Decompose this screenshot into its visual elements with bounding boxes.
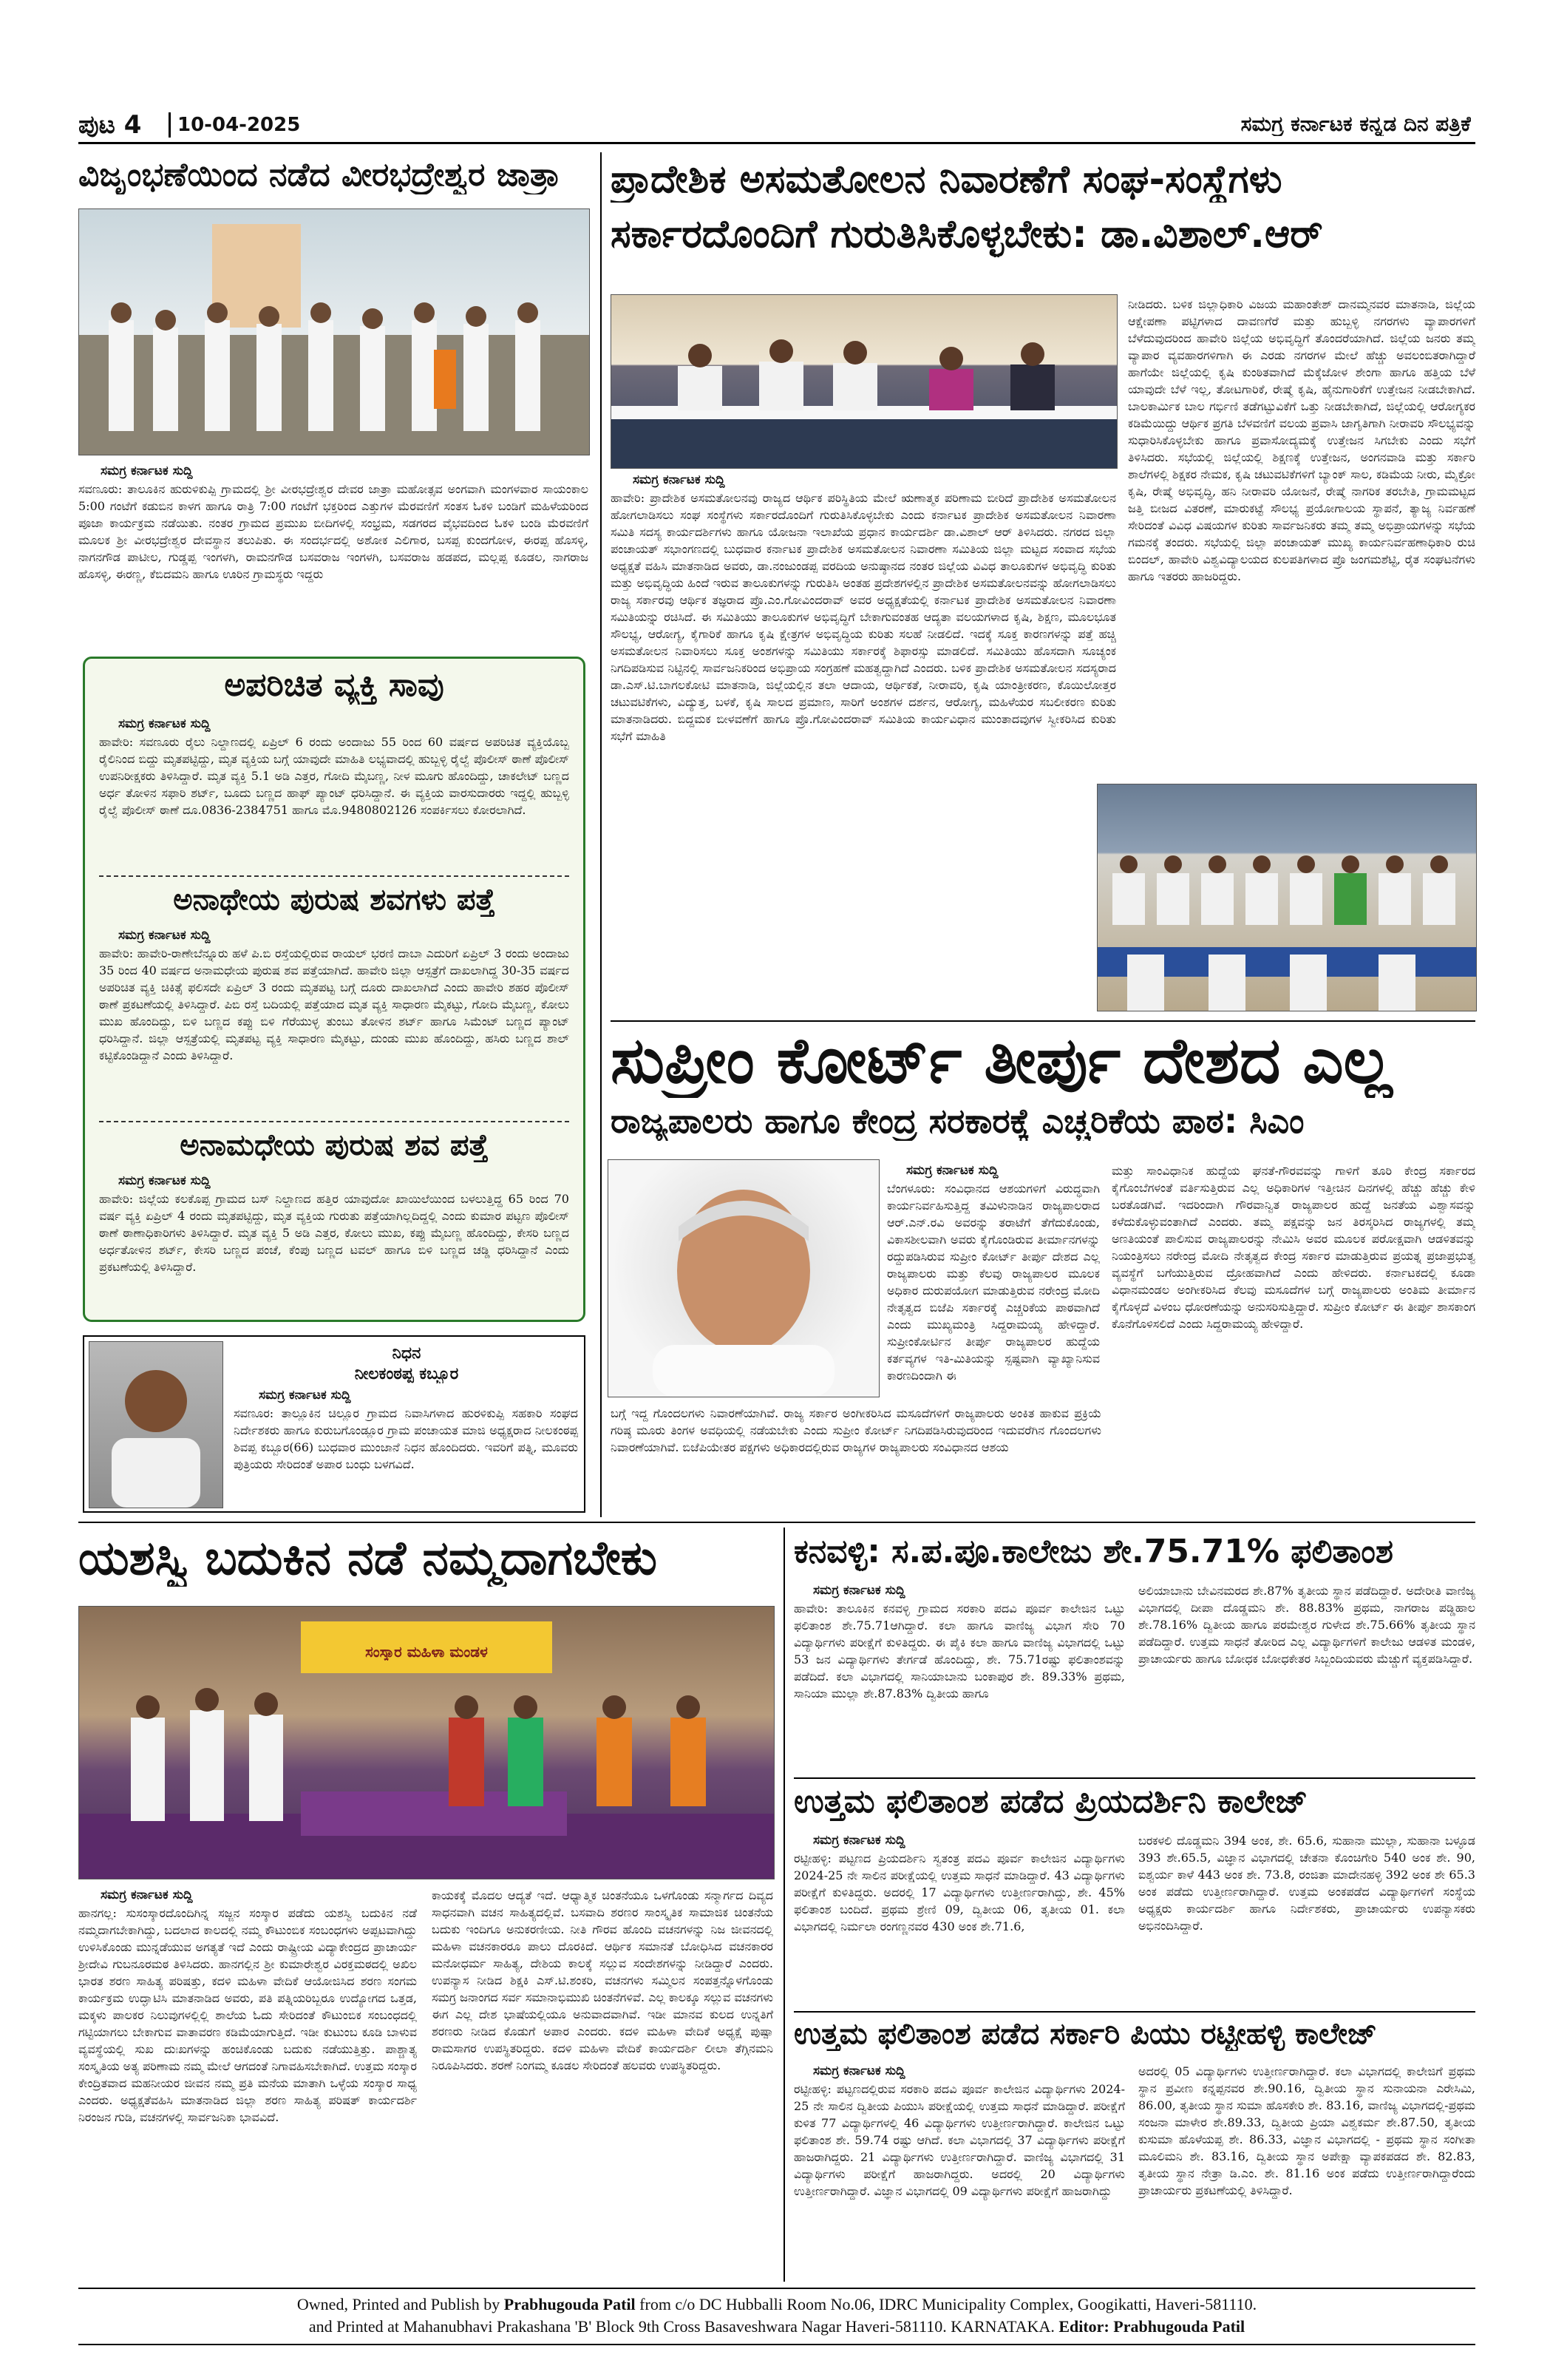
notice3-headline: ಅನಾಮಧೇಯ ಪುರುಷ ಶವ ಪತ್ತೆ	[180, 1128, 489, 1162]
banner-text: ಸಂಸ್ಕಾರ ಮಹಿಳಾ ಮಂಡಳ	[365, 1644, 488, 1661]
kanavalli-col2: ಅಲಿಯಾಬಾನು ಬೇವಿನಮರದ ಶೇ.87% ತೃತೀಯ ಸ್ಥಾನ ಪಡೆದಿದ್ದಾರೆ. ಅದೇರೀತಿ ವಾಣಿಜ್ಯ ವಿಭಾಗದಲ್ಲಿ ದೀಪಾ ದೊಡ್ಡಮನಿ ಶೇ. 88.83% ಪ್ರಥಮ, ನಾಗರಾಜ ಪಡ್ಡಿಹಾಲ ಶೇ.78.16% ದ್ವಿತೀಯ ಹಾಗೂ ಪರಮೇಶ್ವರ ಗುಳೇದ ಶೇ.75.66% ತೃತೀಯ ಸ್ಥಾನ ಪಡೆದಿದ್ದಾರೆ. ಉತ್ತಮ ಸಾಧನೆ ತೋರಿದ ಎಲ್ಲ ವಿದ್ಯಾರ್ಥಿಗಳಿಗೆ ಕಾಲೇಜು ಆಡಳಿತ ಮಂಡಳಿ, ಪ್ರಾಚಾರ್ಯರು ಹಾಗೂ ಬೋಧಕ ಬೋಧಕೇತರ ಸಿಬ್ಬಂದಿಯವರು ಮೆಚ್ಚುಗೆ ವ್ಯಕ್ತಪಡಿಸಿದ್ದಾರೆ.	[1138, 1584, 1475, 1666]
notice1-byline: ಸಮಗ್ರ ಕರ್ನಾಟಕ ಸುದ್ದಿ	[118, 716, 211, 731]
obituary-byline: ಸಮಗ್ರ ಕರ್ನಾಟಕ ಸುದ್ದಿ	[259, 1388, 351, 1403]
priyadarshini-rule	[794, 1777, 1475, 1779]
footer-imprint-line1	[78, 2295, 1475, 2314]
priyadarshini-headline: ಉತ್ತಮ ಫಲಿತಾಂಶ ಪಡೆದ ಪ್ರಿಯದರ್ಶಿನಿ ಕಾಲೇಜ್	[794, 1783, 1308, 1820]
notice1-headline: ಅಪರಿಚಿತ ವ್ಯಕ್ತಿ ಸಾವು	[224, 667, 444, 704]
piyu-headline: ಉತ್ತಮ ಫಲಿತಾಂಶ ಪಡೆದ ಸರ್ಕಾರಿ ಪಿಯು ರಟ್ಟೀಹಳ್ಳಿ ಕಾಲೇಜ್	[794, 2017, 1377, 2051]
obituary-name: ನೀಲಕಂಠಪ್ಪ ಕಬ್ಬೂರ	[354, 1365, 459, 1383]
footer-editor: Editor: Prabhugouda Patil	[1058, 2317, 1245, 2336]
priyadarshini-byline: ಸಮಗ್ರ ಕರ್ನಾಟಕ ಸುದ್ದಿ	[813, 1833, 905, 1848]
cm-top-rule	[611, 1020, 1475, 1022]
notice2-headline: ಅನಾಥೇಯ ಪುರುಷ ಶವಗಳು ಪತ್ತೆ	[173, 883, 495, 917]
cm-headline-line2: ರಾಜ್ಯಪಾಲರು ಹಾಗೂ ಕೇಂದ್ರ ಸರಕಾರಕ್ಕೆ ಎಚ್ಚರಿಕೆಯ ಪಾಠ: ಸಿಎಂ	[611, 1102, 1305, 1141]
notice3-body: ಹಾವೇರಿ: ಜಿಲ್ಲೆಯ ಕಲಕೊಪ್ಪ ಗ್ರಾಮದ ಬಸ್ ನಿಲ್ದಾಣದ ಹತ್ತಿರ ಯಾವುದೋ ಖಾಯಿಲೆಯಿಂದ ಬಳಲುತ್ತಿದ್ದ 65 ರಿಂದ 70 ವರ್ಷ ವ್ಯಕ್ತಿ ಏಪ್ರಿಲ್ 4 ರಂದು ಮೃತಪಟ್ಟಿದ್ದು, ಮೃತ ವ್ಯಕ್ತಿಯ ಗುರುತು ಪತ್ತೆಯಾಗಿಲ್ಲದಿದ್ದಲ್ಲಿ ಎಂದು ಕುಮಾರ ಪಟ್ಟಣ ಪೊಲೀಸ್ ಠಾಣೆ ಠಾಣಾಧಿಕಾರಿಗಳು ತಿಳಿಸಿದ್ದಾರೆ. ಮೃತ ವ್ಯಕ್ತಿ 5 ಅಡಿ ಎತ್ತರ, ಕೋಲು ಮುಖ, ಕಪ್ಪು ಮೈಬಣ್ಣ ಹೊಂದಿದ್ದು, ಕೇಸರಿ ಬಣ್ಣದ ಅರ್ಧತೋಳಿನ ಶರ್ಟ್, ಕೇಸರಿ ಬಣ್ಣದ ಪಂಚೆ, ಕೆಂಪು ಬಣ್ಣದ ಟವಲ್ ಹಾಗೂ ಬಿಳಿ ಬಣ್ಣದ ಚಡ್ಡಿ ಧರಿಸಿದ್ದಾನೆ ಎಂದು ಪ್ರಕಟಣೆಯಲ್ಲಿ ತಿಳಿಸಿದ್ದಾರೆ.	[99, 1192, 569, 1274]
felicitation-photo	[78, 1606, 775, 1879]
masthead-divider-bar	[169, 112, 171, 138]
audience-photo	[1097, 784, 1477, 1011]
piyu-rule	[794, 2011, 1475, 2013]
notice3-byline: ಸಮಗ್ರ ಕರ್ನಾಟಕ ಸುದ್ದಿ	[118, 1173, 211, 1188]
cm-full-width: ಬಗ್ಗೆ ಇದ್ದ ಗೊಂದಲಗಳು ನಿವಾರಣೆಯಾಗಿವೆ. ರಾಜ್ಯ ಸರ್ಕಾರ ಅಂಗೀಕರಿಸಿದ ಮಸೂದೆಗಳಿಗೆ ರಾಜ್ಯಪಾಲರು ಅಂಕಿತ ಹಾಕುವ ಪ್ರಕ್ರಿಯೆ ಗರಿಷ್ಠ ಮೂರು ತಿಂಗಳ ಅವಧಿಯಲ್ಲಿ ನಡೆಯಬೇಕು ಎಂದು ಸುಪ್ರೀಂ ಕೋರ್ಟ್ ನಿಗದಿಪಡಿಸಿರುವುದರಿಂದ ಇದುವರೆಗಿನ ಗೊಂದಲಗಳು ನಿವಾರಣೆಯಾಗಿವೆ. ಬಿಜೆಪಿಯೇತರ ಪಕ್ಷಗಳು ಅಧಿಕಾರದಲ್ಲಿರುವ ರಾಜ್ಯಗಳ ರಾಜ್ಯಪಾಲರು ಸಂವಿಧಾನದ ಆಶಯ	[611, 1406, 1101, 1454]
kanavalli-col1: ಹಾವೇರಿ: ತಾಲೂಕಿನ ಕನವಳ್ಳಿ ಗ್ರಾಮದ ಸರಕಾರಿ ಪದವಿ ಪೂರ್ವ ಕಾಲೇಜಿನ ಒಟ್ಟು ಫಲಿತಾಂಶ ಶೇ.75.71ಆಗಿದ್ದಾರೆ. ಕಲಾ ಹಾಗೂ ವಾಣಿಜ್ಯ ವಿಭಾಗ ಸೇರಿ 70 ವಿದ್ಯಾರ್ಥಿಗಳು ಪರೀಕ್ಷೆಗೆ ಕುಳಿತಿದ್ದರು. ಈ ಪೈಕಿ ಕಲಾ ಹಾಗೂ ವಾಣಿಜ್ಯ ವಿಭಾಗದಲ್ಲಿ ಒಟ್ಟು 53 ಜನ ವಿದ್ಯಾರ್ಥಿಗಳು ತೇರ್ಗಡೆ ಹೊಂದಿದ್ದು, ಶೇ. 75.71ರಷ್ಟು ಫಲಿತಾಂಶವನ್ನು ಪಡೆದಿದೆ. ಕಲಾ ವಿಭಾಗದಲ್ಲಿ ಸಾನಿಯಾಬಾನು ಬಂಕಾಪುರ ಶೇ. 89.33% ಪ್ರಥಮ, ಸಾನಿಯಾ ಮುಲ್ಲಾ ಶೇ.87.83% ದ್ವಿತೀಯ ಹಾಗೂ	[794, 1601, 1125, 1701]
jatra-headline: ವಿಜೃಂಭಣೆಯಿಂದ ನಡೆದ ವೀರಭದ್ರೇಶ್ವರ ಜಾತ್ರಾ	[78, 157, 560, 194]
footer-line2-prefix: and Printed at Mahanubhavi Prakashana 'B' Block 9th Cross Basaveshwara Nagar Haveri-581110. KARNATAKA.	[308, 2317, 1059, 2336]
audience-illustration	[1098, 784, 1476, 1011]
obituary-body: ಸವಣೂರ: ತಾಲ್ಲೂಕಿನ ಚಿಲ್ಲೂರ ಗ್ರಾಮದ ನಿವಾಸಿಗಳಾದ ಹುರಳಿಕುಪ್ಪಿ ಸಹಕಾರಿ ಸಂಘದ ನಿರ್ದೇಶಕರು ಹಾಗೂ ಕುರುಬಗೊಂಡ್ಲೂರ ಗ್ರಾಮ ಪಂಚಾಯತ ಮಾಜಿ ಅಧ್ಯಕ್ಷರಾದ ನೀಲಕಂಠಪ್ಪ ಶಿವಪ್ಪ ಕಬ್ಬೂರ(66) ಬುಧವಾರ ಮುಂಜಾನೆ ನಿಧನ ಹೊಂದಿದರು. ಇವರಿಗೆ ಪತ್ನಿ, ಮೂವರು ಪುತ್ರಿಯರು ಸೇರಿದಂತೆ ಅಪಾರ ಬಂಧು ಬಳಗವಿದೆ.	[234, 1406, 578, 1471]
priyadarshini-col2: ಬರಕಳಲಿ ದೊಡ್ಡಮನಿ 394 ಅಂಕ, ಶೇ. 65.6, ಸುಹಾನಾ ಮುಲ್ಲಾ, ಸುಹಾನಾ ಬಳ್ಳೂಡ 393 ಶೇ.65.5, ವಿಜ್ಞಾನ ವಿಭಾಗದಲ್ಲಿ ಚೇತನಾ ಕೊಂಚಿಗೇರಿ 540 ಅಂಕ ಶೇ. 90, ಐಶ್ವರ್ಯ ಕಾಳೆ 443 ಅಂಕ ಶೇ. 73.8, ರಂಜಿತಾ ಮಾದೇನಹಳ್ಳಿ 392 ಅಂಕ ಶೇ 65.3 ಅಂಕ ಪಡೆದು ಉತ್ತೀರ್ಣರಾಗಿದ್ದಾರೆ. ಉತ್ತಮ ಅಂಕಪಡೆದ ವಿದ್ಯಾರ್ಥಿಗಳಿಗೆ ಸಂಸ್ಥೆಯ ಅಧ್ಯಕ್ಷರು ಕಾರ್ಯದರ್ಶಿ ಹಾಗೂ ನಿರ್ದೇಶಕರು, ಪ್ರಾಚಾರ್ಯರು ಉಪನ್ಯಾಸಕರು ಅಭಿನಂದಿಸಿದ್ದಾರೆ.	[1138, 1834, 1475, 1933]
footer-imprint-line2	[78, 2317, 1475, 2336]
jatra-byline: ಸಮಗ್ರ ಕರ್ನಾಟಕ ಸುದ್ದಿ	[101, 464, 193, 478]
person-silhouette	[89, 1342, 222, 1508]
priyadarshini-col1: ರಟ್ಟೀಹಳ್ಳಿ: ಪಟ್ಟಣದ ಪ್ರಿಯದರ್ಶಿನಿ ಸ್ವತಂತ್ರ ಪದವಿ ಪೂರ್ವ ಕಾಲೇಜಿನ ವಿದ್ಯಾರ್ಥಿಗಳು 2024-25 ನೇ ಸಾಲಿನ ಪರೀಕ್ಷೆಯಲ್ಲಿ ಉತ್ತಮ ಸಾಧನೆ ಮಾಡಿದ್ದಾರೆ. 43 ವಿದ್ಯಾರ್ಥಿಗಳು ಪರೀಕ್ಷೆಗೆ ಕುಳಿತಿದ್ದರು. ಅದರಲ್ಲಿ 17 ವಿದ್ಯಾರ್ಥಿಗಳು ಉತ್ತೀರ್ಣರಾಗಿದ್ದು, ಶೇ. 45% ಫಲಿತಾಂಶ ಬಂದಿದೆ. ಪ್ರಥಮ ಶ್ರೇಣಿ 09, ದ್ವಿತೀಯ 06, ತೃತೀಯ 01. ಕಲಾ ವಿಭಾಗದಲ್ಲಿ ನಿರ್ಮಲಾ ರಂಗಣ್ಣನವರ 430 ಅಂಕ ಶೇ.71.6,	[794, 1851, 1125, 1933]
vishal-col1: ಹಾವೇರಿ: ಪ್ರಾದೇಶಿಕ ಅಸಮತೋಲನವು ರಾಜ್ಯದ ಆರ್ಥಿಕ ಪರಿಸ್ಥಿತಿಯ ಮೇಲೆ ಋಣಾತ್ಮಕ ಪರಿಣಾಮ ಬೀರಿದೆ ಪ್ರಾದೇಶಿಕ ಅಸಮತೋಲನ ಹೋಗಲಾಡಿಸಲು ಸಂಘ ಸಂಸ್ಥೆಗಳು ಸರ್ಕಾರದೊಂದಿಗೆ ಗುರುತಿಸಿಕೊಳ್ಳಬೇಕು ಎಂದು ಕರ್ನಾಟಕ ಪ್ರಾದೇಶಿಕ ಅಸಮತೋಲನ ನಿವಾರಣಾ ಸಮಿತಿ ಸದಸ್ಯ ಕಾರ್ಯದರ್ಶಿಗಳು ಹಾಗೂ ಯೋಜನಾ ಇಲಾಖೆಯ ಪ್ರಧಾನ ಕಾರ್ಯದರ್ಶಿ ಡಾ.ವಿಶಾಲ್ ಆರ್ ತಿಳಿಸಿದರು. ನಗರದ ಜಿಲ್ಲಾ ಪಂಚಾಯತ್ ಸಭಾಂಗಣದಲ್ಲಿ ಬುಧವಾರ ಕರ್ನಾಟಕ ಪ್ರಾದೇಶಿಕ ಅಸಮತೋಲನ ನಿವಾರಣಾ ಸಮಿತಿಯ ಜಿಲ್ಲಾ ಮಟ್ಟದ ಸಂವಾದ ಸಭೆಯ ಅಧ್ಯಕ್ಷತೆ ವಹಿಸಿ ಮಾತನಾಡಿದ ಅವರು, ಡಾ.ನಂಜುಂಡಪ್ಪ ವರದಿಯ ಅನುಷ್ಠಾನದ ನಂತರ ಜಿಲ್ಲೆಯ ವಿವಿಧ ತಾಲೂಕುಗಳ ಅಭಿವೃದ್ಧಿ ಕುರಿತು ಮತ್ತು ಅಭಿವೃದ್ಧಿಯ ಹಿಂದೆ ಇರುವ ತಾಲೂಕುಗಳನ್ನು ಗುರುತಿಸಿ ಅಂತಹ ಪ್ರದೇಶಗಳಲ್ಲಿನ ಪ್ರಾದೇಶಿಕ ಅಸಮತೋಲನವನ್ನು ಹೋಗಲಾಡಿಸಲು ರಾಜ್ಯ ಸರ್ಕಾರವು ಆರ್ಥಿಕ ತಜ್ಞರಾದ ಪ್ರೊ.ಎಂ.ಗೋವಿಂದರಾವ್ ಅವರ ಅಧ್ಯಕ್ಷತೆಯಲ್ಲಿ ಕರ್ನಾಟಕ ಪ್ರಾದೇಶಿಕ ಅಸಮತೋಲನ ನಿವಾರಣಾ ಸಮಿತಿಯನ್ನು ರಚಿಸಿದೆ. ಈ ಸಮಿತಿಯು ತಾಲೂಕುಗಳ ಅಭಿವೃದ್ಧಿಗೆ ಬೇಕಾಗುವಂತಹ ಆದ್ಯತಾ ವಲಯಗಳಾದ ಕೃಷಿ, ಶಿಕ್ಷಣ, ಮೂಲಭೂತ ಸೌಲಭ್ಯ, ಆರೋಗ್ಯ, ಕೈಗಾರಿಕೆ ಹಾಗೂ ಕೃಷಿ ಕ್ಷೇತ್ರಗಳ ಅಭಿವೃದ್ಧಿಯ ಕುರಿತು ಸಲಹೆ ನೀಡಲಿದೆ. ಇದಕ್ಕೆ ಸೂಕ್ತ ಕಾರಣಗಳನ್ನು ಪತ್ತೆ ಹಚ್ಚಿ ಅಸಮತೋಲನ ನಿವಾರಿಸಲು ಸೂಕ್ತ ಅಂಶಗಳನ್ನು ಸಮಿತಿಯು ಸರ್ಕಾರಕ್ಕೆ ಶಿಫಾರಸ್ಸು ಮಾಡಲಿದೆ. ಸಮಿತಿಯು ಹೊಸದಾಗಿ ಸೂಚ್ಯಂಕ ನಿಗದಿಪಡಿಸುವ ನಿಟ್ಟಿನಲ್ಲಿ ಸಾರ್ವಜನಿಕರಿಂದ ಅಭಿಪ್ರಾಯ ಸಂಗ್ರಹಣೆ ಮಹತ್ವದ್ದಾಗಿದೆ ಎಂದರು. ಬಳಿಕ ಪ್ರಾದೇಶಿಕ ಅಸಮತೋಲನ ಸದಸ್ಯರಾದ ಡಾ.ಎಸ್.ಟಿ.ಬಾಗಲಕೋಟಿ ಮಾತನಾಡಿ, ಜಿಲ್ಲೆಯಲ್ಲಿನ ತಲಾ ಆದಾಯ, ಆರ್ಥಿಕತೆ, ನೀರಾವರಿ, ಕೃಷಿ ಯಾಂತ್ರೀಕರಣ, ಕೊಯಿಲೋತ್ತರ ಚಟುವಟಿಕೆಗಳು, ವಿದ್ಯುತ್ತ, ಬಳಕೆ, ಕೃಷಿ ಸಾಲದ ಪ್ರಮಾಣ, ಸಾರಿಗೆ ಅಂಶಗಳ ದರ್ಶನ, ಆರೋಗ್ಯ, ಮಹಿಳೆಯರ ಸಬಲೀಕರಣ ಕುರಿತು ಮಾತನಾಡಿದರು. ಬಿದ್ದಮಕ ಬೀಳವಣೆಗೆ ಹಾಗೂ ಪ್ರೊ.ಗೋವಿಂದರಾವ್ ಸಮಿತಿಯ ಕಾರ್ಯವಿಧಾನ ಮುಂತಾದವುಗಳ ಸ್ವೀಕರಿಸಿದ ಕುರಿತು ಸಭೆಗೆ ಮಾಹಿತಿ	[611, 491, 1116, 743]
column-rule-lower	[784, 1528, 785, 2282]
cm-portrait-photo	[608, 1159, 880, 1397]
notice-separator-1	[99, 875, 569, 877]
cm-portrait-illustration	[608, 1160, 879, 1397]
crowd-illustration	[79, 209, 589, 455]
obituary-title: ನಿಧನ	[392, 1344, 421, 1363]
vishal-headline-line2: ಸರ್ಕಾರದೊಂದಿಗೆ ಗುರುತಿಸಿಕೊಳ್ಳಬೇಕು: ಡಾ.ವಿಶಾಲ್.ಆರ್	[611, 213, 1323, 257]
kanavalli-byline: ಸಮಗ್ರ ಕರ್ನಾಟಕ ಸುದ್ದಿ	[813, 1583, 905, 1598]
masthead-rule	[78, 142, 1475, 144]
jatra-body: ಸವಣೂರು: ತಾಲೂಕಿನ ಹುರುಳಿಕುಪ್ಪಿ ಗ್ರಾಮದಲ್ಲಿ ಶ್ರೀ ವೀರಭದ್ರೇಶ್ವರ ದೇವರ ಜಾತ್ರಾ ಮಹೋತ್ಸವ ಅಂಗವಾಗಿ ಮಂಗಳವಾರ ಸಾಯಂಕಾಲ 5:00 ಗಂಟೆಗೆ ಕಡುಬಿನ ಕಾಳಗ ಹಾಗೂ ರಾತ್ರಿ 7:00 ಗಂಟೆಗೆ ಭಕ್ತರಿಂದ ಎತ್ತುಗಳ ಮೆರವಣಿಗೆ ಸಂತಸ ಓಕಳಿ ಬಂಡಿಗೆ ಮಹಿಳೆಯರಿಂದ ಪೂಜಾ ಕಾರ್ಯಕ್ರಮ ನಡೆಯಿತು. ನಂತರ ಗ್ರಾಮದ ಪ್ರಮುಖ ಬೀದಿಗಳಲ್ಲಿ ಸಂಭ್ರಮ, ಸಡಗರದ ವೈಭವದಿಂದ ಓಕಳಿ ಬಂಡಿ ಮೆರವಣಿಗೆ ಮೂಲಕ ಶ್ರೀ ವೀರಭದ್ರೇಶ್ವರ ದೇವಸ್ಥಾನ ತಲುಪಿತು. ಈ ಸಂದರ್ಭದಲ್ಲಿ ಅಶೋಕ ಎಲಿಗಾರ, ಬಸಪ್ಪ ಕುಂದಗೋಳ, ಈರಪ್ಪ ಹೊಸಳ್ಳಿ, ನಾಗನಗೌಡ ಪಾಟೀಲ, ಗುಡ್ಡಪ್ಪ ಇಂಗಳಗಿ, ರಾಮನಗೌಡ ಬಸವರಾಜ ಇಂಗಳಗಿ, ಬಸವರಾಜ ಹಡಪದ, ಮಲ್ಲಪ್ಪ ಕೂಡಲ, ನಾಗರಾಜ ಹೊಸಳ್ಳಿ, ಈರಣ್ಣ, ಕೆಬಿದಮನಿ ಹಾಗೂ ಊರಿನ ಗ್ರಾಮಸ್ಥರು ಇದ್ದರು	[78, 482, 588, 581]
yashasvi-headline: ಯಶಸ್ವಿ ಬದುಕಿನ ನಡೆ ನಮ್ಮದಾಗಬೇಕು	[78, 1532, 657, 1586]
notice1-body: ಹಾವೇರಿ: ಸವಣೂರು ರೈಲು ನಿಲ್ದಾಣದಲ್ಲಿ ಏಪ್ರಿಲ್ 6 ರಂದು ಅಂದಾಜು 55 ರಿಂದ 60 ವರ್ಷದ ಅಪರಿಚಿತ ವ್ಯಕ್ತಿಯೊಬ್ಬ ರೈಲಿನಿಂದ ಬಿದ್ದು ಮೃತಪಟ್ಟಿದ್ದು, ಮೃತ ವ್ಯಕ್ತಿಯ ಬಗ್ಗೆ ಯಾವುದೇ ಮಾಹಿತಿ ಲಭ್ಯವಾದಲ್ಲಿ ಹುಬ್ಬಳ್ಳಿ ರೈಲ್ವೆ ಪೊಲೀಸ್ ಠಾಣೆ ಪೊಲೀಸ್ ಉಪನಿರೀಕ್ಷಕರು ತಿಳಿಸಿದ್ದಾರೆ. ಮೃತ ವ್ಯಕ್ತಿ 5.1 ಅಡಿ ಎತ್ತರ, ಗೋದಿ ಮೈಬಣ್ಣ, ನೀಳ ಮೂಗು ಹೊಂದಿದ್ದು, ಚಾಕಲೇಟ್ ಬಣ್ಣದ ಅರ್ಧ ತೋಳಿನ ಸಫಾರಿ ಶರ್ಟ್, ಬೂದು ಬಣ್ಣದ ಹಾಫ್ ಪ್ಯಾಂಟ್ ಧರಿಸಿದ್ದಾನೆ. ಈ ವ್ಯಕ್ತಿಯ ವಾರಸುದಾರರು ಇದ್ದಲ್ಲಿ ಹುಬ್ಬಳ್ಳಿ ರೈಲ್ವೆ ಪೊಲೀಸ್ ಠಾಣೆ ದೂ.0836-2384751 ಹಾಗೂ ಮೊ.9480802126 ಸಂಪರ್ಕಿಸಲು ಕೋರಲಾಗಿದೆ.	[99, 735, 569, 817]
paper-name: ಸಮಗ್ರ ಕರ್ನಾಟಕ ಕನ್ನಡ ದಿನ ಪತ್ರಿಕೆ	[1240, 112, 1471, 136]
jatra-photo	[78, 208, 590, 455]
footer-rule	[78, 2288, 1475, 2289]
yashasvi-col2: ಕಾಯಕಕ್ಕೆ ಮೊದಲ ಆದ್ಯತೆ ಇದೆ. ಆಧ್ಯಾತ್ಮಿಕ ಚಿಂತನೆಯೂ ಒಳಗೊಂಡು ಸನ್ಮಾರ್ಗದ ದಿವ್ಯದ ಸಾಧನವಾಗಿ ವಚನ ಸಾಹಿತ್ಯದಲ್ಲಿವೆ. ಬಸವಾದಿ ಶರಣರ ಸಾಂಸ್ಕೃತಿಕ ಸಾಮಾಜಿಕ ಚಿಂತನೆಯ ಬದುಕು ಇಂದಿಗೂ ಅನುಕರಣೀಯ. ನೀತಿ ಗೌರವ ಹೊಂದಿ ವಚನಗಳನ್ನು ನಿಜ ಜೀವನದಲ್ಲಿ ಮಹಿಳಾ ವಚನಕಾರರೂ ಪಾಲು ದೊರಕಿದೆ. ಆರ್ಥಿಕ ಸಮಾನತೆ ಬೋಧಿಸಿದ ವಚನಕಾರರ ಮನೋಧರ್ಮ ಸಾಹಿತ್ಯ, ದೇಶಿಯ ಕಾಲಕ್ಕೆ ಸಲ್ಲುವ ಸಂದೇಶಗಳನ್ನು ನೀಡಿದ್ದಾರೆ ಎಂದರು. ಉಪನ್ಯಾಸ ನೀಡಿದ ಶಿಕ್ಷಕಿ ಎಸ್.ಟಿ.ಶಂಕರಿ, ವಚನಗಳು ಸಮ್ಮಿಲನ ಸಂಪತ್ತನ್ನೊಳಗೊಂಡು ಸಮಗ್ರ ಜನಾಂಗದ ಸರ್ವ ಸಮಾನಾಭಿಮುಖಿ ಚಿಂತನೆಗಳಿವೆ. ಎಲ್ಲ ಕಾಲಕ್ಕೂ ಸಲ್ಲುವ ವಚನಗಳು ಈಗ ಎಲ್ಲ ದೇಶ ಭಾಷೆಯಲ್ಲಿಯೂ ಅನುವಾದವಾಗಿವೆ. ಇಡೀ ಮಾನವ ಕುಲದ ಉನ್ನತಿಗೆ ಶರಣರು ನೀಡಿದ ಕೊಡುಗೆ ಅಪಾರ ಎಂದರು. ಕದಳಿ ಮಹಿಳಾ ವೇದಿಕೆ ಅಧ್ಯಕ್ಷೆ ಪುಷ್ಪಾ ರಾಮಸಾಗರ ಉಪಸ್ಥಿತರಿದ್ದರು. ಕದಳಿ ಮಹಿಳಾ ವೇದಿಕೆ ಕಾರ್ಯದರ್ಶಿ ಲೀಲಾ ತೆಗ್ಗಿನಮನಿ ನಿರೂಪಿಸಿದರು. ಶರಣೆ ನಿಂಗಮ್ಮ ಕೂಡಲ ಸೇರಿದಂತೆ ಹಲವರು ಉಪಸ್ಥಿತರಿದ್ದರು.	[432, 1888, 773, 2072]
yashasvi-byline: ಸಮಗ್ರ ಕರ್ನಾಟಕ ಸುದ್ದಿ	[101, 1888, 193, 1902]
issue-date: 10-04-2025	[177, 115, 301, 136]
vishal-byline: ಸಮಗ್ರ ಕರ್ನಾಟಕ ಸುದ್ದಿ	[633, 472, 725, 487]
piyu-col1: ರಟ್ಟೀಹಳ್ಳಿ: ಪಟ್ಟಣದಲ್ಲಿರುವ ಸರಕಾರಿ ಪದವಿ ಪೂರ್ವ ಕಾಲೇಜಿನ ವಿದ್ಯಾರ್ಥಿಗಳು 2024-25 ನೇ ಸಾಲಿನ ದ್ವಿತೀಯ ಪಿಯುಸಿ ಪರೀಕ್ಷೆಯಲ್ಲಿ ಉತ್ತಮ ಸಾಧನೆ ಮಾಡಿದ್ದಾರೆ. ಪರೀಕ್ಷೆಗೆ ಕುಳಿತ 77 ವಿದ್ಯಾರ್ಥಿಗಳಲ್ಲಿ 46 ವಿದ್ಯಾರ್ಥಿಗಳು ಉತ್ತೀರ್ಣರಾಗಿದ್ದಾರೆ. ಕಾಲೇಜಿನ ಒಟ್ಟು ಫಲಿತಾಂಶ ಶೇ. 59.74 ರಷ್ಟು ಆಗಿದೆ. ಕಲಾ ವಿಭಾಗದಲ್ಲಿ 37 ವಿದ್ಯಾರ್ಥಿಗಳು ಪರೀಕ್ಷೆಗೆ ಹಾಜರಾಗಿದ್ದರು. 21 ವಿದ್ಯಾರ್ಥಿಗಳು ಉತ್ತೀರ್ಣರಾಗಿದ್ದಾರೆ. ವಾಣಿಜ್ಯ ವಿಭಾಗದಲ್ಲಿ 31 ವಿದ್ಯಾರ್ಥಿಗಳು ಪರೀಕ್ಷೆಗೆ ಹಾಜರಾಗಿದ್ದರು. ಅದರಲ್ಲಿ 20 ವಿದ್ಯಾರ್ಥಿಗಳು ಉತ್ತೀರ್ಣರಾಗಿದ್ದಾರೆ. ವಿಜ್ಞಾನ ವಿಭಾಗದಲ್ಲಿ 09 ವಿದ್ಯಾರ್ಥಿಗಳು ಪರೀಕ್ಷೆಗೆ ಹಾಜರಾಗಿದ್ದು	[794, 2082, 1125, 2198]
meeting-photo	[611, 294, 1118, 469]
page-number: ಪುಟ 4	[78, 111, 142, 140]
notice2-byline: ಸಮಗ್ರ ಕರ್ನಾಟಕ ಸುದ್ದಿ	[118, 928, 211, 943]
notice2-body: ಹಾವೇರಿ: ಹಾವೇರಿ-ರಾಣೇಬೆನ್ನೂರು ಹಳೆ ಪಿ.ಬಿ ರಸ್ತೆಯಲ್ಲಿರುವ ರಾಯಲ್ ಭರಣಿ ದಾಬಾ ಎದುರಿಗೆ ಏಪ್ರಿಲ್ 3 ರಂದು ಅಂದಾಜು 35 ರಿಂದ 40 ವರ್ಷದ ಅನಾಮಧೇಯ ಪುರುಷ ಶವ ಪತ್ತೆಯಾಗಿದೆ. ಹಾವೇರಿ ಜಿಲ್ಲಾ ಆಸ್ಪತ್ರೆಗೆ ದಾಖಲಾಗಿದ್ದ 30-35 ವರ್ಷದ ಅಪರಿಚಿತ ವ್ಯಕ್ತಿ ಚಿಕಿತ್ಸೆ ಫಲಿಸದೇ ಏಪ್ರಿಲ್ 3 ರಂದು ಮೃತಪಟ್ಟ ಬಗ್ಗೆ ದೂರು ದಾಖಲಾಗಿದೆ ಎಂದು ಹಾವೇರಿ ಶಹರ ಪೊಲೀಸ್ ಠಾಣೆ ಪ್ರಕಟಣೆಯಲ್ಲಿ ತಿಳಿಸಿದ್ದಾರೆ. ಪಿಬಿ ರಸ್ತೆ ಬದಿಯಲ್ಲಿ ಪತ್ತೆಯಾದ ಮೃತ ವ್ಯಕ್ತಿ ಸಾಧಾರಣ ಮೈಕಟ್ಟು, ಗೋದಿ ಮೈಬಣ್ಣ, ಕೋಲು ಮುಖ ಹೊಂದಿದ್ದು, ಬಿಳಿ ಬಣ್ಣದ ಕಪ್ಪು ಬಿಳಿ ಗೆರೆಯುಳ್ಳ ತುಂಬು ತೋಳಿನ ಶರ್ಟ್ ಹಾಗೂ ಸಿಮೆಂಟ್ ಬಣ್ಣದ ಪ್ಯಾಂಟ್ ಧರಿಸಿದ್ದಾನೆ. ಜಿಲ್ಲಾ ಆಸ್ಪತ್ರೆಯಲ್ಲಿ ಮೃತಪಟ್ಟ ವ್ಯಕ್ತಿ ಸಾಧಾರಣ ಮೈಕಟ್ಟು, ದುಂಡು ಮುಖ ಹೊಂದಿದ್ದು, ಹಸಿರು ಬಣ್ಣದ ಶಾಲ್ ಕಟ್ಟಿಕೊಂಡಿದ್ದಾನೆ ಎಂದು ತಿಳಿಸಿದ್ದಾರೆ.	[99, 946, 569, 1062]
piyu-col2: ಅದರಲ್ಲಿ 05 ವಿದ್ಯಾರ್ಥಿಗಳು ಉತ್ತೀರ್ಣರಾಗಿದ್ದಾರೆ. ಕಲಾ ವಿಭಾಗದಲ್ಲಿ ಕಾಲೇಜಿಗೆ ಪ್ರಥಮ ಸ್ಥಾನ ಪ್ರವೀಣ ಕನ್ನಪ್ಪನವರ ಶೇ.90.16, ದ್ವಿತೀಯ ಸ್ಥಾನ ಸುನಾಯನಾ ಎರೇಸಿಮಿ, 86.00, ತೃತೀಯ ಸ್ಥಾನ ಸುಮಾ ಹೊಸಕೇರಿ ಶೇ. 83.16, ವಾಣಿಜ್ಯ ವಿಭಾಗದಲ್ಲಿ-ಪ್ರಥಮ ಸಂಜನಾ ಮಾಳೇರ ಶೇ.89.33, ದ್ವಿತೀಯ ಪ್ರಿಯಾ ವಿಶ್ವಕರ್ಮ ಶೇ.87.50, ತೃತೀಯ ಕುಸುಮಾ ಹೊಳೆಯಪ್ಪ ಶೇ. 86.33, ವಿಜ್ಞಾನ ವಿಭಾಗದಲ್ಲಿ - ಪ್ರಥಮ ಸ್ಥಾನ ಸಂಗೀತಾ ಮೂಲಿಮನಿ ಶೇ. 83.16, ದ್ವಿತೀಯ ಸ್ಥಾನ ಅಪೇಕ್ಷಾ ವ್ಯಾಪಕಪಡದ ಶೇ. 82.83, ತೃತೀಯ ಸ್ಥಾನ ನೇತ್ರಾ ಡಿ.ಎಂ. ಶೇ. 81.16 ಅಂಕ ಪಡೆದು ಉತ್ತೀರ್ಣರಾಗಿದ್ದಾರೆಂದು ಪ್ರಾಚಾರ್ಯರು ಪ್ರಕಟಣೆಯಲ್ಲಿ ತಿಳಿಸಿದ್ದಾರೆ.	[1138, 2064, 1475, 2197]
meeting-illustration	[611, 295, 1117, 468]
obituary-photo	[89, 1341, 223, 1508]
cm-col1: ಬೆಂಗಳೂರು: ಸಂವಿಧಾನದ ಆಶಯಗಳಿಗೆ ವಿರುದ್ಧವಾಗಿ ಕಾರ್ಯನಿರ್ವಹಿಸುತ್ತಿದ್ದ ತಮಿಳುನಾಡಿನ ರಾಜ್ಯಪಾಲರಾದ ಆರ್.ಎನ್.ರವಿ ಅವರನ್ನು ತರಾಟೆಗೆ ತೆಗೆದುಕೊಂಡು, ವಿಕಾಸಶೀಲವಾಗಿ ಅವರು ಕೈಗೊಂಡಿರುವ ತೀರ್ಮಾನಗಳನ್ನು ರದ್ದುಪಡಿಸಿರುವ ಸುಪ್ರೀಂ ಕೋರ್ಟ್ ತೀರ್ಪು ದೇಶದ ಎಲ್ಲ ರಾಜ್ಯಪಾಲರು ಮತ್ತು ಕೆಲವು ರಾಜ್ಯಪಾಲರ ಮೂಲಕ ಅಧಿಕಾರ ದುರುಪಯೋಗ ಮಾಡುತ್ತಿರುವ ನರೇಂದ್ರ ಮೋದಿ ನೇತೃತ್ವದ ಬಿಜೆಪಿ ಸರ್ಕಾರಕ್ಕೆ ಎಚ್ಚರಿಕೆಯ ಪಾಠವಾಗಿದೆ ಎಂದು ಮುಖ್ಯಮಂತ್ರಿ ಸಿದ್ದರಾಮಯ್ಯ ಹೇಳಿದ್ದಾರೆ. ಸುಪ್ರೀಂಕೋರ್ಟಿನ ತೀರ್ಪು ರಾಜ್ಯಪಾಲರ ಹುದ್ದೆಯ ಕರ್ತವ್ಯಗಳ ಇತಿ-ಮಿತಿಯನ್ನು ಸ್ಪಷ್ಟವಾಗಿ ವ್ಯಾಖ್ಯಾನಿಸುವ ಕಾರಣದಿಂದಾಗಿ ಈ	[887, 1181, 1100, 1383]
cm-headline-line1: ಸುಪ್ರೀಂ ಕೋರ್ಟ್ ತೀರ್ಪು ದೇಶದ ಎಲ್ಲ	[611, 1025, 1393, 1098]
notice-separator-2	[99, 1121, 569, 1122]
cm-byline: ಸಮಗ್ರ ಕರ್ನಾಟಕ ಸುದ್ದಿ	[906, 1163, 999, 1178]
footer-line1-rest: from c/o DC Hubballi Room No.06, IDRC Municipality Complex, Googikatti, Haveri-581110.	[635, 2295, 1257, 2313]
piyu-byline: ಸಮಗ್ರ ಕರ್ನಾಟಕ ಸುದ್ದಿ	[813, 2064, 905, 2078]
footer-bottom-rule	[78, 2344, 1475, 2345]
cm-col2: ಮತ್ತು ಸಾಂವಿಧಾನಿಕ ಹುದ್ದೆಯ ಘನತೆ-ಗೌರವವನ್ನು ಗಾಳಿಗೆ ತೂರಿ ಕೇಂದ್ರ ಸರ್ಕಾರದ ಕೈಗೊಂಬೆಗಳಂತೆ ವರ್ತಿಸುತ್ತಿರುವ ಎಲ್ಲ ಅಧಿಕಾರಿಗಳ ಇತ್ತೀಚಿನ ದಿನಗಳಲ್ಲಿ ಹೆಚ್ಚು ಹೆಚ್ಚು ಕೇಳಿ ಬರತೊಡಗಿವೆ. ಇದರಿಂದಾಗಿ ಗೌರವಾನ್ವಿತ ರಾಜ್ಯಪಾಲರ ಹುದ್ದೆ ಜನತೆಯ ವಿಶ್ವಾಸವನ್ನು ಕಳೆದುಕೊಳ್ಳುವಂತಾಗಿದೆ ಎಂದರು. ತಮ್ಮ ಪಕ್ಷವನ್ನು ಜನ ತಿರಸ್ಕರಿಸಿದ ರಾಜ್ಯಗಳಲ್ಲಿ ತಮ್ಮ ಅಣತಿಯಂತೆ ಪಾಲಿಸುವ ರಾಜ್ಯಪಾಲರನ್ನು ನೇಮಿಸಿ ಅವರ ಮೂಲಕ ಪರೋಕ್ಷವಾಗಿ ಆಡಳಿತವನ್ನು ನಿಯಂತ್ರಿಸಲು ನರೇಂದ್ರ ಮೋದಿ ನೇತೃತ್ವದ ಕೇಂದ್ರ ಸರ್ಕಾರ ಮಾಡುತ್ತಿರುವ ಪ್ರಯತ್ನ ಪ್ರಜಾಪ್ರಭುತ್ವ ವ್ಯವಸ್ಥೆಗೆ ಬಗೆಯುತ್ತಿರುವ ದ್ರೋಹವಾಗಿದೆ ಎಂದು ಹೇಳಿದರು. ಕರ್ನಾಟಕದಲ್ಲಿ ಕೂಡಾ ವಿಧಾನಮಂಡಲ ಅಂಗೀಕರಿಸಿದ ಕೆಲವು ಮಸೂದೆಗಳ ಬಗ್ಗೆ ರಾಜ್ಯಪಾಲರು ಅಂತಿಮ ತೀರ್ಮಾನ ಕೈಗೊಳ್ಳದೆ ವಿಳಂಬ ಧೋರಣೆಯನ್ನು ಅನುಸರಿಸುತ್ತಿದ್ದಾರೆ. ಸುಪ್ರೀಂ ಕೋರ್ಟ್ ಈ ತೀರ್ಪು ಶಾಸಕಾಂಗ ಕೊನೆಗೊಳಿಸಲಿದೆ ಎಂದು ಸಿದ್ದರಾಮಯ್ಯ ಹೇಳಿದ್ದಾರೆ.	[1112, 1164, 1475, 1331]
vishal-headline-line1: ಪ್ರಾದೇಶಿಕ ಅಸಮತೋಲನ ನಿವಾರಣೆಗೆ ಸಂಘ-ಸಂಸ್ಥೆಗಳು	[611, 158, 1282, 202]
yashasvi-col1: ಹಾನಗಲ್ಲ: ಸುಸಂಸ್ಕಾರದೊಂದಿಗಿನ್ನ ಸಜ್ಜನ ಸಂಸ್ಕಾರ ಪಡೆದು ಯಶಸ್ವಿ ಬದುಕಿನ ನಡೆ ನಮ್ಮದಾಗಬೇಕಾಗಿದ್ದು, ಬದಲಾದ ಕಾಲದಲ್ಲಿ ನಮ್ಮ ಕೌಟುಂಬಿಕ ಸಂಬಂಧಗಳು ಅಪ್ಪಟವಾಗಿದ್ದು ಉಳಿಸಿಕೊಂಡು ಮುನ್ನಡೆಯುವ ಅಗತ್ಯತೆ ಇದೆ ಎಂದು ರಾಷ್ಟ್ರೀಯ ವಿದ್ಯಾಕೇಂದ್ರದ ಪ್ರಾಚಾರ್ಯ ಶ್ರೀದೇವಿ ಗುಬನೂರಮಠ ತಿಳಿಸಿದರು. ಹಾನಗಲ್ಲಿನ ಶ್ರೀ ಕುಮಾರೇಶ್ವರ ವಿರಕ್ತಮಠದಲ್ಲಿ ಅಖಿಲ ಭಾರತ ಶರಣ ಸಾಹಿತ್ಯ ಪರಿಷತ್ತು, ಕದಳಿ ಮಹಿಳಾ ವೇದಿಕೆ ಆಯೋಜಿಸಿದ ಶರಣ ಸಂಗಮ ಕಾರ್ಯಕ್ರಮ ಉದ್ಘಾಟಿಸಿ ಮಾತನಾಡಿದ ಅವರು, ಪತಿ ಪತ್ನಿಯರಿಬ್ಬರೂ ಉದ್ಯೋಗದ ಒತ್ತಡ, ಮಕ್ಕಳು ಪಾಲಕರ ನಿಲುವುಗಳಲ್ಲಿಲ್ಲಿ ಶಾಲೆಯ ಓದು ಸೇರಿದಂತೆ ಕೌಟುಂಬಿಕ ಸಂಬಂಧದಲ್ಲಿ ಗಟ್ಟಿಯಾಗಲು ಬೇಕಾಗುವ ವಾತಾವರಣ ಕಡಿಮೆಯಾಗುತ್ತಿದೆ. ಇಡೀ ಕುಟುಂಬ ಕೂಡಿ ಬಾಳುವ ವ್ಯವಸ್ಥೆಯಲ್ಲಿ ಸುಖ ದುಃಖಗಳನ್ನು ಹಂಚಿಕೊಂಡು ಬದುಕು ನಡೆಯುತ್ತಿತ್ತು. ಪಾಶ್ಚಾತ್ಯ ಸಂಸ್ಕೃತಿಯ ಅತ್ಯ ಪರಿಣಾಮ ನಮ್ಮ ಮೇಲೆ ಆಗದಂತೆ ನಿಗಾವಹಿಸಬೇಕಾಗಿದೆ. ಉತ್ತಮ ಸಂಸ್ಕಾರ ಕೇಂದ್ರಿತವಾದ ಮಹನೀಯರ ಜೀವನ ನಮ್ಮ ಪ್ರತಿ ಮನೆಯ ಮಾತಾಗಿ ಒಳ್ಳೆಯ ಸಂಸ್ಕಾರ ಸಾಧ್ಯ ಎಂದರು. ಅಧ್ಯಕ್ಷತೆವಹಿಸಿ ಮಾತನಾಡಿದ ಜಿಲ್ಲಾ ಶರಣ ಸಾಹಿತ್ಯ ಪರಿಷತ್ ಕಾರ್ಯದರ್ಶಿ ನಿರಂಜನ ಗುಡಿ, ವಚನಗಳಲ್ಲಿ ಸಾರ್ವಜನಿಕಾ ಭಾವವಿದೆ.	[78, 1906, 417, 2124]
column-rule	[600, 152, 602, 1517]
vishal-col2: ನೀಡಿದರು. ಬಳಿಕ ಜಿಲ್ಲಾಧಿಕಾರಿ ವಿಜಯ ಮಹಾಂತೇಶ್ ದಾನಮ್ಮನವರ ಮಾತನಾಡಿ, ಜಿಲ್ಲೆಯ ಆಕ್ಷೇಪಣಾ ಪಟ್ಟಿಗಳಾದ ದಾವಣಗೆರೆ ಮತ್ತು ಹುಬ್ಬಳ್ಳಿ ನಗರಗಳು ವ್ಯಾಪಾರಗಳಿಗೆ ಬೆಳೆದುವುದರಿಂದ ಹಾವೇರಿ ಜಿಲ್ಲೆಯ ಅಭಿವೃದ್ಧಿಗೆ ತೊಂದರೆಯಾಗಿದೆ. ಜಿಲ್ಲೆಯ ಜನರು ತಮ್ಮ ವ್ಯಾಪಾರ ವ್ಯವಹಾರಗಳಿಗಾಗಿ ಈ ಎರಡು ನಗರಗಳ ಮೇಲೆ ಹೆಚ್ಚು ಅವಲಂಬಿತರಾಗಿದ್ದಾರೆ ಹಾಗೆಯೇ ಜಿಲ್ಲೆಯಲ್ಲಿ ಕೃಷಿ ಕುಂಠಿತವಾಗಿದೆ ಮೆಕ್ಕೆಜೋಳ ಶೇಂಗಾ ಹಾಗೂ ಹತ್ತಿಯ ಬೆಳೆ ಯಾವುದೇ ಬೆಳೆ ಇಲ್ಲ, ತೋಟಗಾರಿಕೆ, ರೇಷ್ಮೆ ಕೃಷಿ, ಹೈನುಗಾರಿಕೆಗೆ ಉತ್ತೇಜನ ನೀಡಬೇಕಾಗಿದೆ. ಬಾಲಕಾರ್ಮಿಕ ಬಾಲ ಗರ್ಭಿಣಿ ತಡೆಗಟ್ಟುವಿಕೆಗೆ ಒತ್ತು ನೀಡಬೇಕಾಗಿದೆ, ಜಿಲ್ಲೆಯಲ್ಲಿ ಆರೋಗ್ಯಕರ ಕಡಿಮೆಯಿದ್ದು ಆರ್ಥಿಕ ಪ್ರಗತಿ ಬೆಳವಣಿಗೆ ವಲಯ ಪ್ರವಾಸಿ ಜಾಗೃತಿಗಾಗಿ ನೀರಾವರಿ ಸೌಲಭ್ಯವನ್ನು ಸುಧಾರಿಸಿಕೊಳ್ಳಬೇಕು ಹಾಗೂ ಪ್ರವಾಸೋದ್ಯಮಕ್ಕೆ ಉತ್ತೇಜನ ಸಿಗಬೇಕು ಎಂದು ಸಭೆಗೆ ತಿಳಿಸಿದರು. ಸಭೆಯಲ್ಲಿ ಜಿಲ್ಲೆಯಲ್ಲಿ ಶಿಕ್ಷಣಕ್ಕೆ ಉತ್ತೇಜನ, ಅಂಗನವಾಡಿ ಮತ್ತು ಸರ್ಕಾರಿ ಶಾಲೆಗಳಲ್ಲಿ ಶಿಕ್ಷಕರ ನೇಮಕ, ಕೃಷಿ ಚಟುವಟಿಕೆಗಳಿಗೆ ಬ್ಯಾಂಕ್ ಸಾಲ, ಕಡಿಮೆಯ ನೀರು, ಮೈಕ್ರೋ ಕೃಷಿ, ರೇಷ್ಮೆ ಅಭಿವೃದ್ಧಿ, ಹನಿ ನೀರಾವರಿ ಯೋಜನೆ, ರೇಷ್ಮೆ ನಾಗರಿಕ ತರಬೇತಿ, ಗ್ರಾಮಮಟ್ಟದ ಜತ್ತಿ ಬೀಜದ ವಿತರಣೆ, ಮಾರುಕಟ್ಟೆ ಸೌಲಭ್ಯ ಪ್ರಯೋಗಾಲಯ ಸ್ಥಾಪನೆ, ತ್ಯಾಜ್ಯ ನಿರ್ವಹಣೆ ಸೇರಿದಂತೆ ವಿವಿಧ ವಿಷಯಗಳ ಕುರಿತು ಸಾರ್ವಜನಿಕರು ತಮ್ಮ ತಮ್ಮ ಅಭಿಪ್ರಾಯಗಳನ್ನು ಸಭೆಯ ಗಮನಕ್ಕೆ ತಂದರು. ಸಭೆಯಲ್ಲಿ ಜಿಲ್ಲಾ ಪಂಚಾಯತ್ ಮುಖ್ಯ ಕಾರ್ಯನಿರ್ವಹಣಾಧಿಕಾರಿ ರುಚಿ ಬಿಂದಲ್, ಹಾವೇರಿ ವಿಶ್ವವಿದ್ಯಾಲಯದ ಕುಲಪತಿಗಳಾದ ಪ್ರೊ ಜಂಗಮಶೆಟ್ಟಿ, ರೈತ ಸಂಘಟನೆಗಳು ಹಾಗೂ ಇತರರು ಹಾಜರಿದ್ದರು.	[1128, 297, 1475, 583]
footer-owner-name: Prabhugouda Patil	[503, 2295, 636, 2313]
kanavalli-headline: ಕನವಳ್ಳಿ: ಸ.ಪ.ಪೂ.ಕಾಲೇಜು ಶೇ.75.71% ಫಲಿತಾಂಶ	[794, 1533, 1393, 1570]
footer-line1-prefix: Owned, Printed and Publish by	[296, 2295, 504, 2313]
mid-rule	[78, 1522, 1475, 1523]
